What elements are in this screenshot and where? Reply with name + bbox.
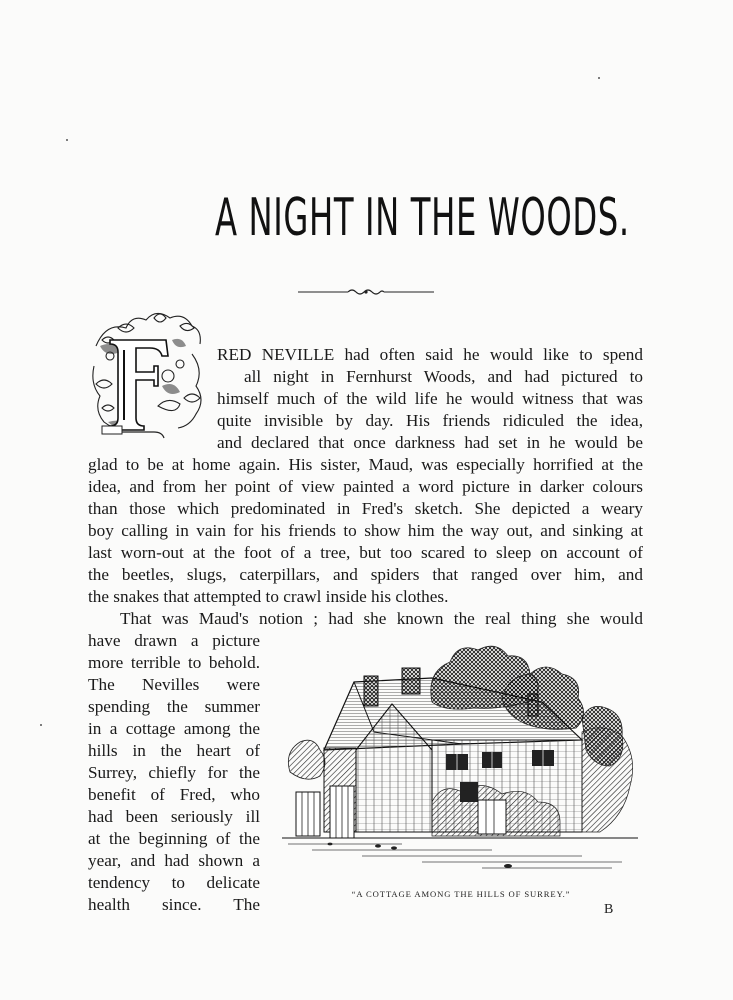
text-line: and declared that once darkness had set in he would be	[217, 433, 643, 452]
text-line: than those which predominated in Fred's sketch. She depicted a weary	[88, 499, 643, 518]
page-speck	[40, 724, 42, 726]
text-line: glad to be at home again. His sister, Maud, was especially horrified at the	[88, 455, 643, 474]
page-speck	[598, 77, 600, 79]
ornament-rule-icon	[296, 286, 436, 298]
cottage-illustration	[282, 632, 638, 882]
text-line: idea, and from her point of view painted a word picture in darker colours	[88, 477, 643, 496]
text-line: at the beginning of the	[88, 829, 260, 848]
text-line: in a cottage among the	[88, 719, 260, 738]
text-line: boy calling in vain for his friends to show him the way out, and sinking at	[88, 521, 643, 540]
text-line: year, and had shown a	[88, 851, 260, 870]
text-line: all night in Fernhurst Woods, and had pictured to	[244, 367, 643, 386]
text-line: The Nevilles were	[88, 675, 260, 694]
text-line: have drawn a picture	[88, 631, 260, 650]
signature-mark: B	[604, 902, 614, 917]
text-line: the beetles, slugs, caterpillars, and spiders that ranged over him, and	[88, 565, 643, 584]
text-line: Surrey, chiefly for the	[88, 763, 260, 782]
text-line: RED NEVILLE had often said he would like to spend	[217, 345, 643, 364]
text-line: had been seriously ill	[88, 807, 260, 826]
text-line: spending the summer	[88, 697, 260, 716]
text-line: quite invisible by day. His friends ridiculed the idea,	[217, 411, 643, 430]
illustration-caption: “A COTTAGE AMONG THE HILLS OF SURREY.”	[351, 889, 571, 899]
text-line: tendency to delicate	[88, 873, 260, 892]
text-line: last worn-out at the foot of a tree, but too scared to sleep on account of	[88, 543, 643, 562]
text-line: the snakes that attempted to crawl inside his clothes.	[88, 587, 449, 606]
text-line: hills in the heart of	[88, 741, 260, 760]
page-title: A NIGHT IN THE WOODS.	[215, 188, 630, 248]
text-line: That was Maud's notion ; had she known the real thing she would	[120, 609, 643, 628]
text-line: health since. The	[88, 895, 260, 914]
text-line: himself much of the wild life he would witness that was	[217, 389, 643, 408]
text-line: more terrible to behold.	[88, 653, 260, 672]
page-speck	[66, 139, 68, 141]
dropcap-ornament-icon	[88, 306, 206, 440]
text-line: benefit of Fred, who	[88, 785, 260, 804]
